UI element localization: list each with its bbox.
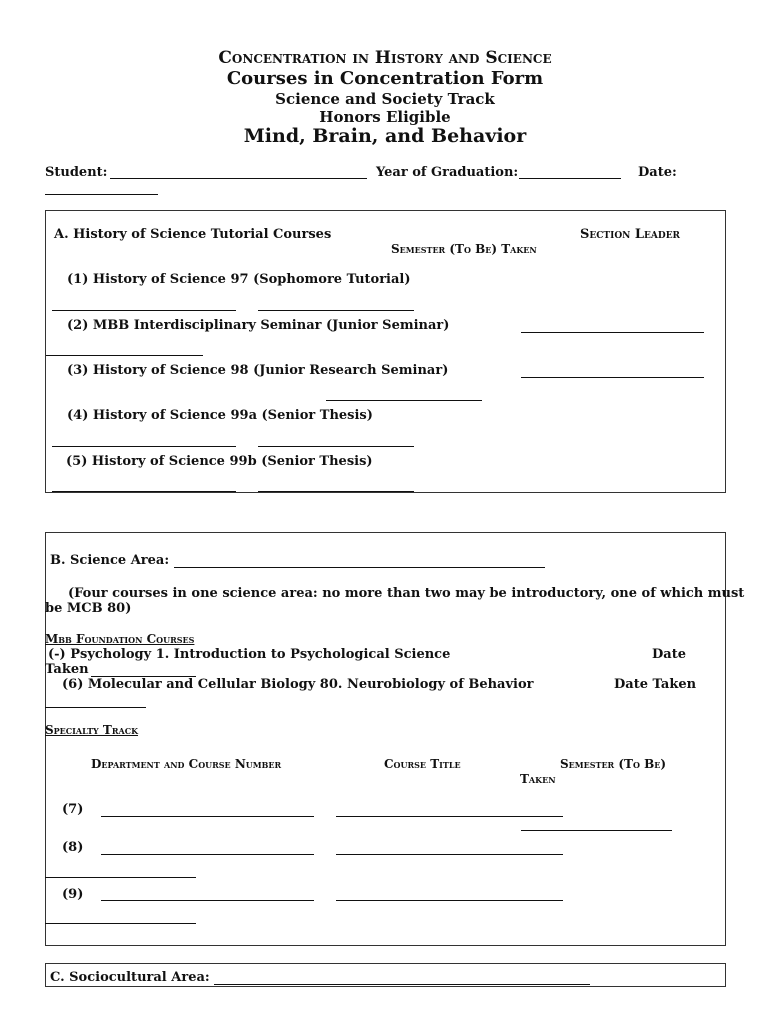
student-label: Student: [45, 165, 108, 180]
semester-field-3[interactable] [521, 377, 704, 378]
mcb-date-field[interactable] [45, 707, 146, 708]
date-field[interactable] [45, 194, 158, 195]
course-item: (2) MBB Interdisciplinary Seminar (Junior Seminar) [67, 318, 450, 333]
track-name: Science and Society Track [275, 90, 495, 108]
foundation-date-label: Date [652, 647, 686, 662]
title-field-7[interactable] [336, 816, 563, 817]
foundation-course-mcb: (6) Molecular and Cellular Biology 80. Neurobiology of Behavior [62, 677, 534, 692]
honors-eligible: Honors Eligible [319, 108, 451, 126]
semester-field-7[interactable] [521, 830, 672, 831]
semester-header-taken: Taken [520, 772, 556, 786]
leader-field-4[interactable] [258, 446, 414, 447]
form-heading-concentration: Concentration in History and Science [218, 48, 552, 68]
dept-field-7[interactable] [101, 816, 314, 817]
semester-field-9[interactable] [45, 923, 196, 924]
science-area-note-cont: be MCB 80) [45, 601, 132, 616]
dept-course-header: Department and Course Number [91, 757, 282, 771]
course-item: (1) History of Science 97 (Sophomore Tutorial) [67, 272, 411, 287]
section-c-title: C. Sociocultural Area: [50, 970, 210, 985]
science-area-note: (Four courses in one science area: no more than two may be introductory, one of which must [68, 586, 745, 601]
science-area-field[interactable] [174, 567, 545, 568]
semester-field-1[interactable] [52, 310, 236, 311]
foundation-date-taken-label: Date Taken [614, 677, 697, 692]
form-title: Courses in Concentration Form [226, 68, 544, 89]
semester-header: Semester (To Be) [560, 757, 667, 771]
course-item: (3) History of Science 98 (Junior Research Seminar) [67, 363, 449, 378]
row-number: (9) [62, 887, 84, 902]
title-field-9[interactable] [336, 900, 563, 901]
semester-field-4[interactable] [52, 446, 236, 447]
student-name-field[interactable] [110, 178, 367, 179]
title-field-8[interactable] [336, 854, 563, 855]
semester-field-2[interactable] [521, 332, 704, 333]
foundation-course-psych: (-) Psychology 1. Introduction to Psychological Science [48, 647, 451, 662]
leader-field-5[interactable] [258, 491, 414, 492]
course-item: (4) History of Science 99a (Senior Thesis) [67, 408, 373, 423]
dept-field-9[interactable] [101, 900, 314, 901]
course-title-header: Course Title [384, 757, 461, 771]
sociocultural-area-field[interactable] [214, 984, 590, 985]
leader-field-2[interactable] [46, 355, 203, 356]
section-a-box [45, 210, 726, 493]
row-number: (7) [62, 802, 84, 817]
date-label: Date: [638, 165, 677, 180]
leader-field-3[interactable] [326, 400, 482, 401]
foundation-courses-heading: Mbb Foundation Courses [45, 632, 195, 646]
section-leader-header: Section Leader [580, 227, 681, 242]
grad-year-field[interactable] [519, 178, 621, 179]
program-name: Mind, Brain, and Behavior [243, 125, 527, 147]
semester-field-8[interactable] [45, 877, 196, 878]
section-b-title: B. Science Area: [50, 553, 170, 568]
row-number: (8) [62, 840, 84, 855]
course-item: (5) History of Science 99b (Senior Thesis) [66, 454, 373, 469]
specialty-track-heading: Specialty Track [45, 723, 139, 737]
dept-field-8[interactable] [101, 854, 314, 855]
leader-field-1[interactable] [258, 310, 414, 311]
section-a-title: A. History of Science Tutorial Courses [54, 227, 332, 242]
semester-field-5[interactable] [52, 491, 236, 492]
grad-year-label: Year of Graduation: [376, 165, 519, 180]
foundation-taken-label: Taken [45, 662, 89, 677]
semester-taken-header: Semester (To Be) Taken [391, 242, 537, 256]
